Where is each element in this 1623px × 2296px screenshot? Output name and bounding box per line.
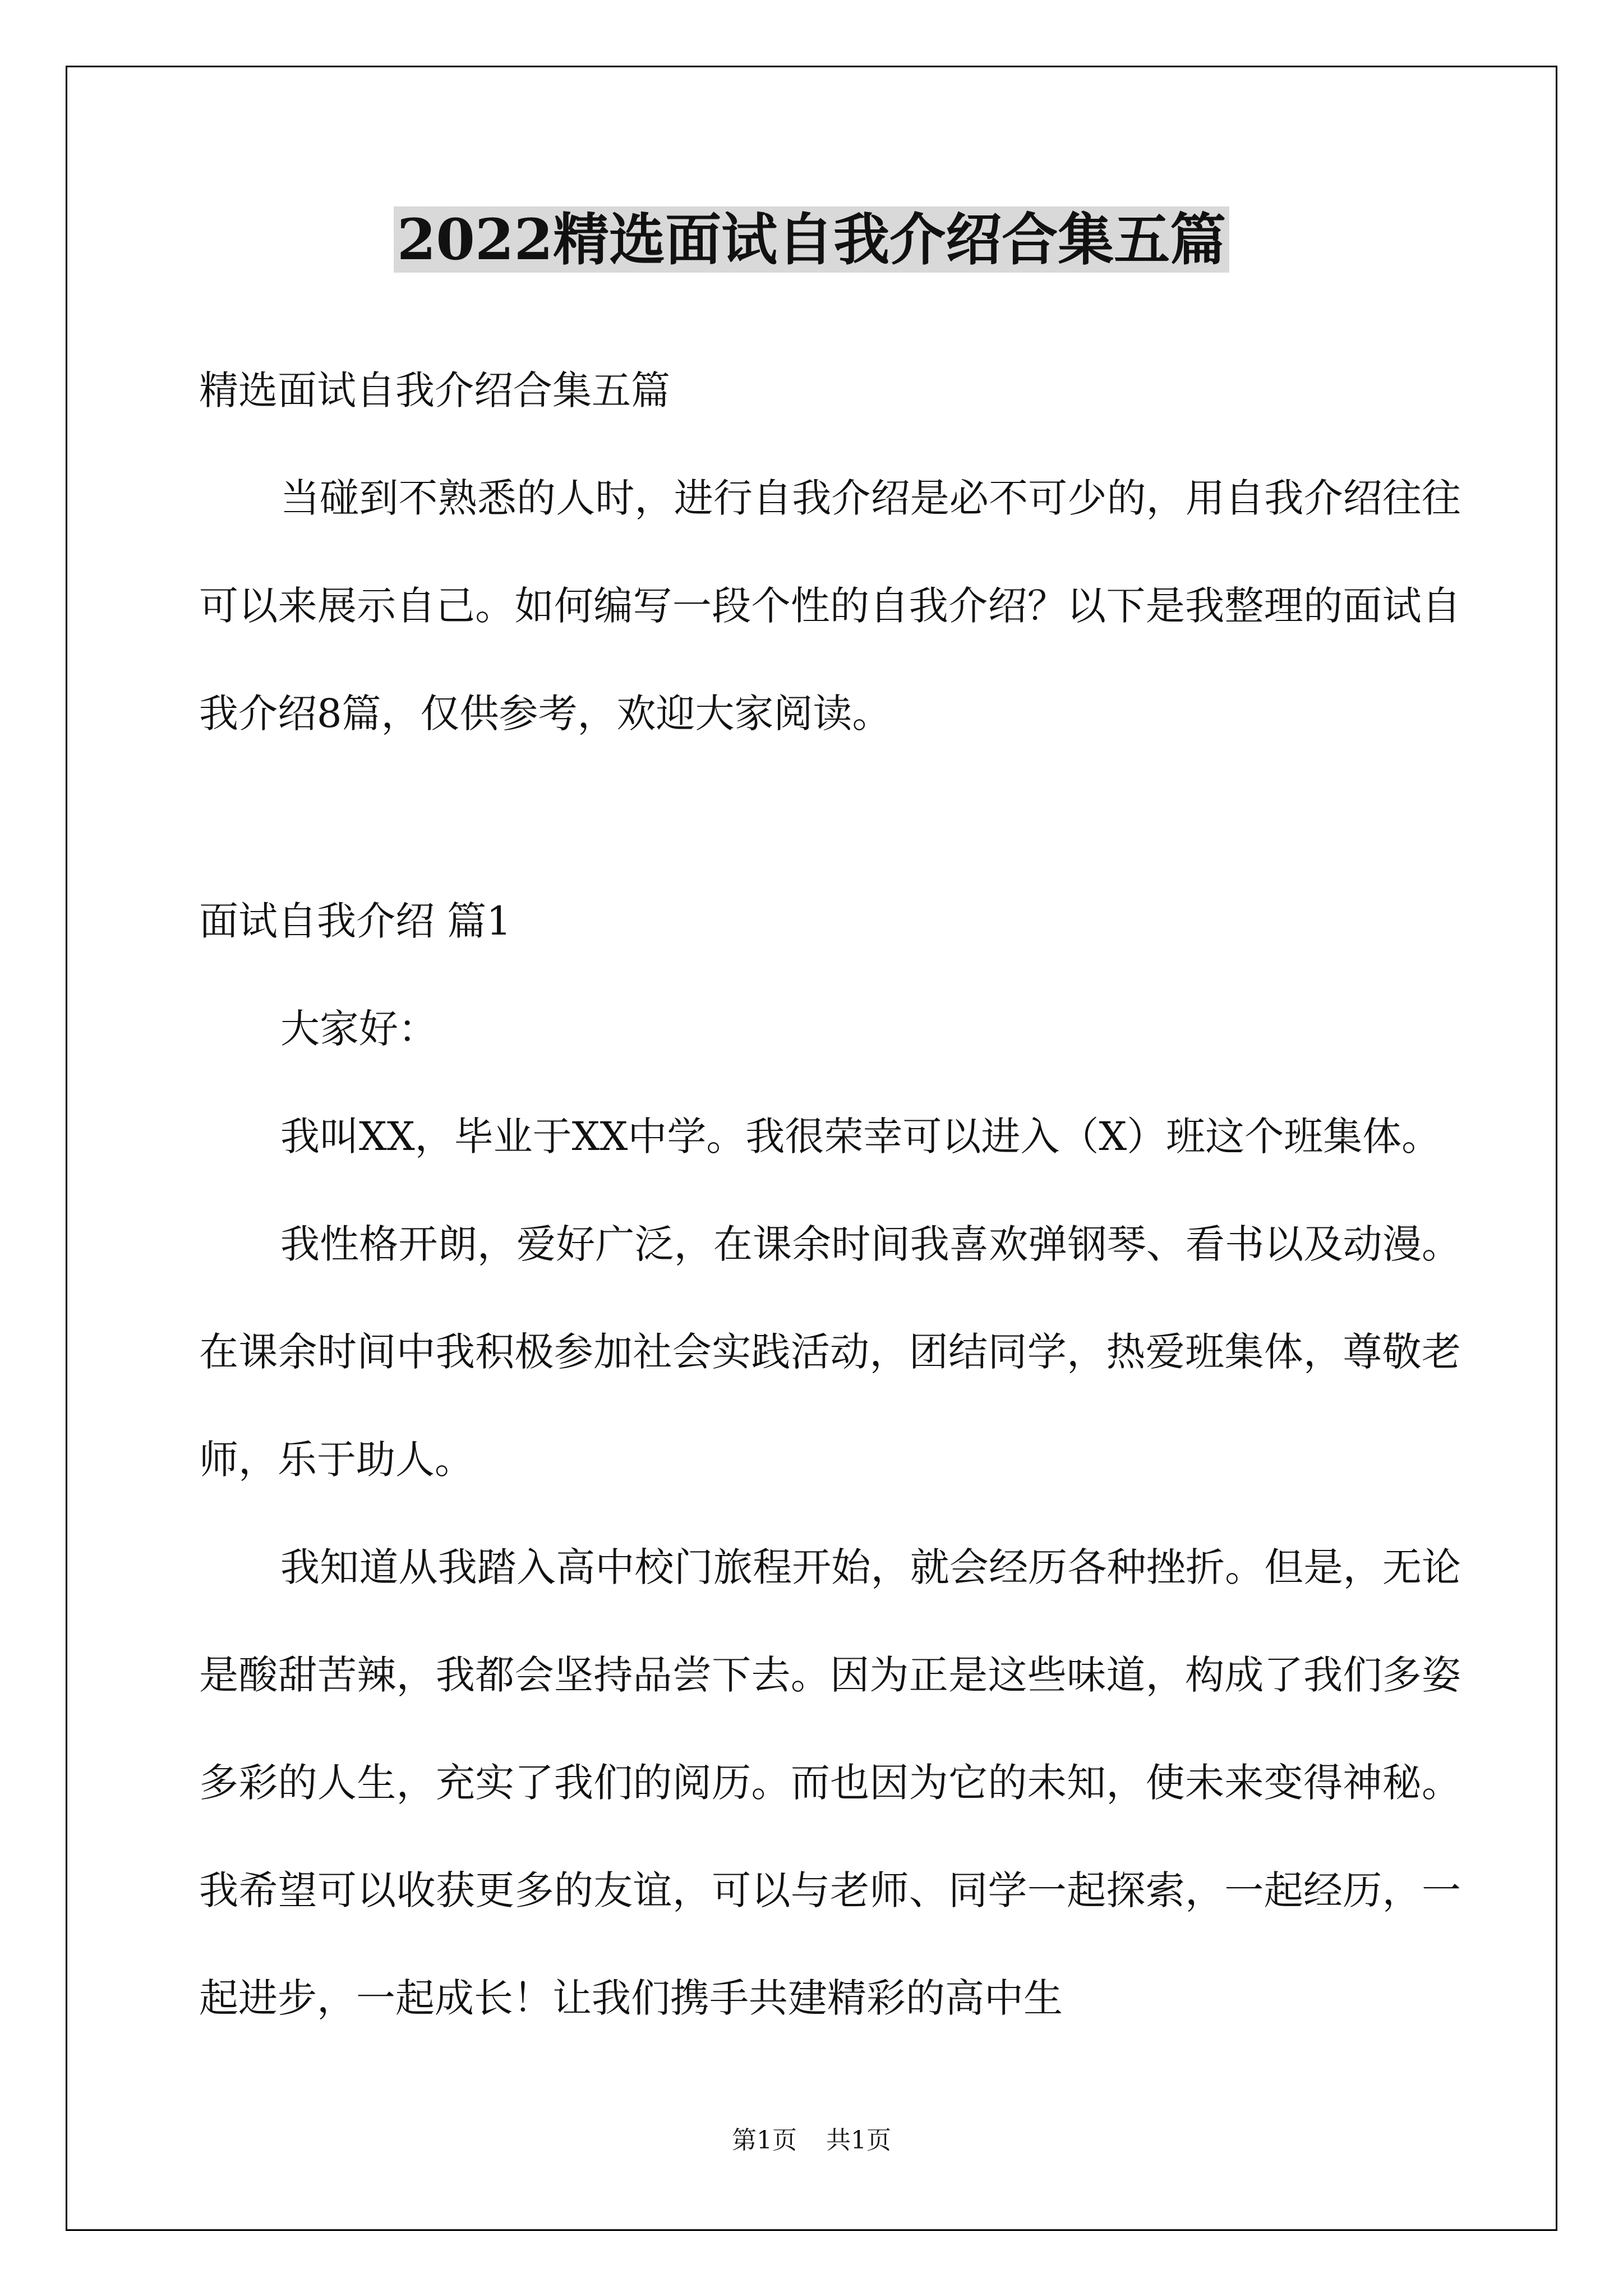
- page-number: 第1页: [732, 2126, 797, 2155]
- document-body: [199, 337, 1461, 2052]
- page-total: 共1页: [826, 2126, 891, 2155]
- intro-paragraph: 当碰到不熟悉的人时，进行自我介绍是必不可少的，用自我介绍往往可以来展示自己。如何编写一段个性的自我介绍？以下是我整理的面试自我介绍8篇，仅供参考，欢迎大家阅读。: [199, 475, 1461, 737]
- section-heading: 面试自我介绍 篇1: [199, 898, 511, 944]
- document-title-text: 2022精选面试自我介绍合集五篇: [394, 206, 1229, 273]
- greeting-line: 大家好：: [280, 1006, 437, 1052]
- document-title: [0, 200, 1623, 279]
- page-footer: [0, 2124, 1623, 2157]
- document-subtitle: 精选面试自我介绍合集五篇: [199, 367, 670, 413]
- body-paragraph: 我性格开朗，爱好广泛，在课余时间我喜欢弹钢琴、看书以及动漫。在课余时间中我积极参加社会实践活动，团结同学，热爱班集体，尊敬老师，乐于助人。: [199, 1221, 1461, 1483]
- body-paragraph: 我叫XX，毕业于XX中学。我很荣幸可以进入（X）班这个班集体。: [280, 1114, 1441, 1159]
- body-paragraph: 我知道从我踏入高中校门旅程开始，就会经历各种挫折。但是，无论是酸甜苦辣，我都会坚持品尝下去。因为正是这些味道，构成了我们多姿多彩的人生，充实了我们的阅历。而也因为它的未知，使未来变得神秘。我希望可以收获更多的友谊，可以与老师、同学一起探索，一起经历，一起进步，一起成长！让我们携手共建精彩的高中生: [199, 1544, 1461, 2021]
